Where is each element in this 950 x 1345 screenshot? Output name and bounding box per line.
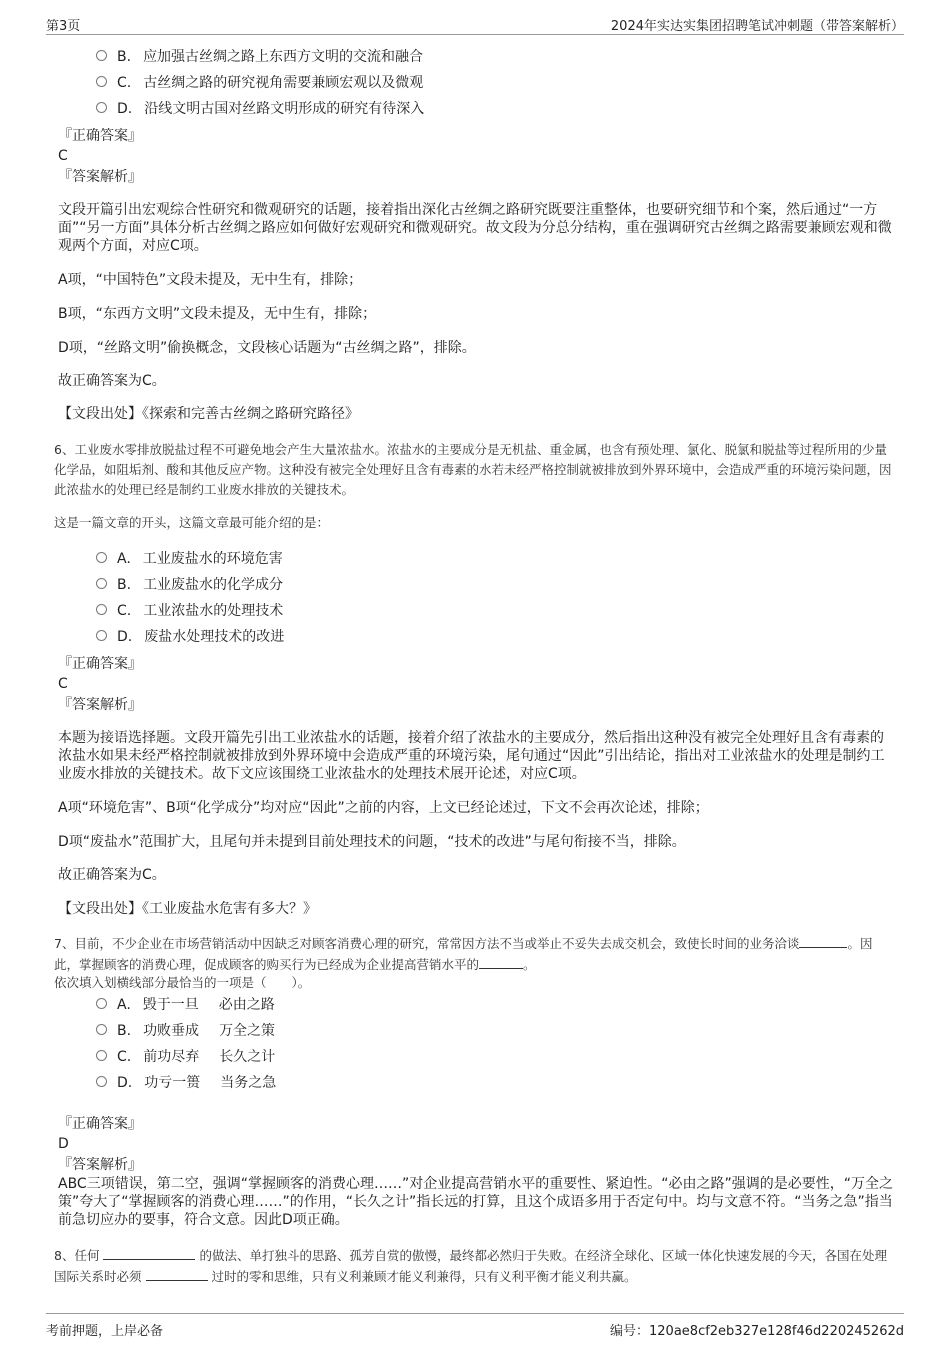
radio-icon[interactable] <box>96 50 107 61</box>
q5-conclusion: 故正确答案为C。 <box>58 373 166 389</box>
q7-option-c[interactable]: C. 前功尽弃 长久之计 <box>96 1047 275 1067</box>
radio-icon[interactable] <box>96 604 107 615</box>
document-code: 编号：120ae8cf2eb327e128f46d220245262d <box>610 1324 904 1339</box>
q8-blank-1[interactable] <box>103 1245 195 1260</box>
footer-slogan: 考前押题，上岸必备 <box>46 1324 164 1339</box>
q8-blank-2[interactable] <box>146 1266 208 1281</box>
q5-analysis-main: 文段开篇引出宏观综合性研究和微观研究的话题，接着指出深化古丝绸之路研究既要注重整体，也要研究细节和个案，然后通过“一方面”“另一方面”具体分析古丝绸之路应如何做好宏观研究和微观研究。故文段为分总分结构，重在强调研究古丝绸之路需要兼顾宏观和微观两个方面，对应C项。 <box>58 202 892 254</box>
q5-analysis-a: A项，“中国特色”文段未提及，无中生有，排除； <box>58 272 363 288</box>
q6-option-c[interactable]: C. 工业浓盐水的处理技术 <box>96 601 283 621</box>
radio-icon[interactable] <box>96 1050 107 1061</box>
q6-analysis-ab: A项“环境危害”、B项“化学成分”均对应“因此”之前的内容，上文已经论述过，下文不会再次论述，排除； <box>58 800 709 816</box>
q7-answer-label: 『正确答案』 <box>58 1116 142 1132</box>
q7-stem: 7、目前，不少企业在市场营销活动中因缺乏对顾客消费心理的研究，常常因方法不当或举止不妥失去成交机会，致使长时间的业务洽谈 。因此，掌握顾客的消费心理，促成顾客的购买行为已经成为企业提高营销水平的 。 <box>54 933 896 975</box>
q6-analysis-label: 『答案解析』 <box>58 697 142 713</box>
q5-analysis-b: B项，“东西方文明”文段未提及，无中生有，排除； <box>58 306 377 322</box>
q7-option-a[interactable]: A. 毁于一旦 必由之路 <box>96 995 275 1015</box>
q6-question: 这是一篇文章的开头，这篇文章最可能介绍的是： <box>54 515 330 530</box>
q5-option-d[interactable]: D. 沿线文明古国对丝路文明形成的研究有待深入 <box>96 99 424 119</box>
radio-icon[interactable] <box>96 1024 107 1035</box>
q7-question: 依次填入划横线部分最恰当的一项是（ ）。 <box>54 975 311 990</box>
q5-analysis-label: 『答案解析』 <box>58 169 142 185</box>
q8-stem: 8、任何 的做法、单打独斗的思路、孤芳自赏的傲慢，最终都必然归于失败。在经济全球化、区域一体化快速发展的今天，各国在处理国际关系时必须 过时的零和思维，只有义利兼顾才能义利兼得，只有义利平衡才能义利共赢。 <box>54 1245 896 1287</box>
q7-analysis-label: 『答案解析』 <box>58 1157 142 1173</box>
page-header <box>46 12 904 35</box>
q5-analysis-d: D项，“丝路文明”偷换概念，文段核心话题为“古丝绸之路”，排除。 <box>58 340 476 356</box>
radio-icon[interactable] <box>96 1076 107 1087</box>
q7-option-b[interactable]: B. 功败垂成 万全之策 <box>96 1021 275 1041</box>
radio-icon[interactable] <box>96 76 107 87</box>
q5-answer-label: 『正确答案』 <box>58 128 142 144</box>
document-title: 2024年实达实集团招聘笔试冲刺题（带答案解析） <box>610 19 904 34</box>
radio-icon[interactable] <box>96 630 107 641</box>
q7-analysis: ABC三项错误，第二空，强调“掌握顾客的消费心理……”对企业提高营销水平的重要性、紧迫性。“必由之路”强调的是必要性，“万全之策”夸大了“掌握顾客的消费心理……”的作用，“长久之计”指长远的打算，且这个成语多用于否定句中。均与文意不符。“当务之急”指当前急切应办的要事，符合文意。因此D项正确。 <box>58 1176 893 1228</box>
q6-conclusion: 故正确答案为C。 <box>58 867 166 883</box>
q7-blank-2[interactable] <box>479 954 523 969</box>
q6-analysis-main: 本题为接语选择题。文段开篇先引出工业浓盐水的话题，接着介绍了浓盐水的主要成分，然后指出这种没有被完全处理好且含有毒素的浓盐水如果未经严格控制就被排放到外界环境中会造成严重的环境污染，尾句通过“因此”引出结论，指出对工业浓盐水的处理是制约工业废水排放的关键技术。故下文应该围绕工业浓盐水的处理技术展开论述，对应C项。 <box>58 730 885 782</box>
q6-option-d[interactable]: D. 废盐水处理技术的改进 <box>96 627 284 647</box>
page-number: 第3页 <box>46 19 81 34</box>
q6-answer-label: 『正确答案』 <box>58 656 142 672</box>
q7-answer: D <box>58 1136 69 1152</box>
page-footer <box>46 1313 904 1340</box>
q6-answer: C <box>58 676 68 692</box>
q6-source: 【文段出处】《工业废盐水危害有多大？》 <box>58 901 317 917</box>
q7-option-d[interactable]: D. 功亏一篑 当务之急 <box>96 1073 276 1093</box>
q5-option-b[interactable]: B. 应加强古丝绸之路上东西方文明的交流和融合 <box>96 47 423 67</box>
radio-icon[interactable] <box>96 552 107 563</box>
q5-source: 【文段出处】《探索和完善古丝绸之路研究路径》 <box>58 406 359 422</box>
radio-icon[interactable] <box>96 578 107 589</box>
radio-icon[interactable] <box>96 998 107 1009</box>
q6-option-a[interactable]: A. 工业废盐水的环境危害 <box>96 549 283 569</box>
q7-blank-1[interactable] <box>799 933 847 948</box>
q5-option-c[interactable]: C. 古丝绸之路的研究视角需要兼顾宏观以及微观 <box>96 73 423 93</box>
q6-analysis-d: D项“废盐水”范围扩大，且尾句并未提到目前处理技术的问题，“技术的改进”与尾句衔接不当，排除。 <box>58 834 686 850</box>
q6-option-b[interactable]: B. 工业废盐水的化学成分 <box>96 575 283 595</box>
q6-stem: 6、工业废水零排放脱盐过程不可避免地会产生大量浓盐水。浓盐水的主要成分是无机盐、重金属，也含有预处理、氯化、脱氯和脱盐等过程所用的少量化学品，如阻垢剂、酸和其他反应产物。这种没有被完全处理好且含有毒素的水若未经严格控制就被排放到外界环境中，会造成严重的环境污染问题，因此浓盐水的处理已经是制约工业废水排放的关键技术。 <box>54 442 892 497</box>
q5-answer: C <box>58 148 68 164</box>
radio-icon[interactable] <box>96 102 107 113</box>
